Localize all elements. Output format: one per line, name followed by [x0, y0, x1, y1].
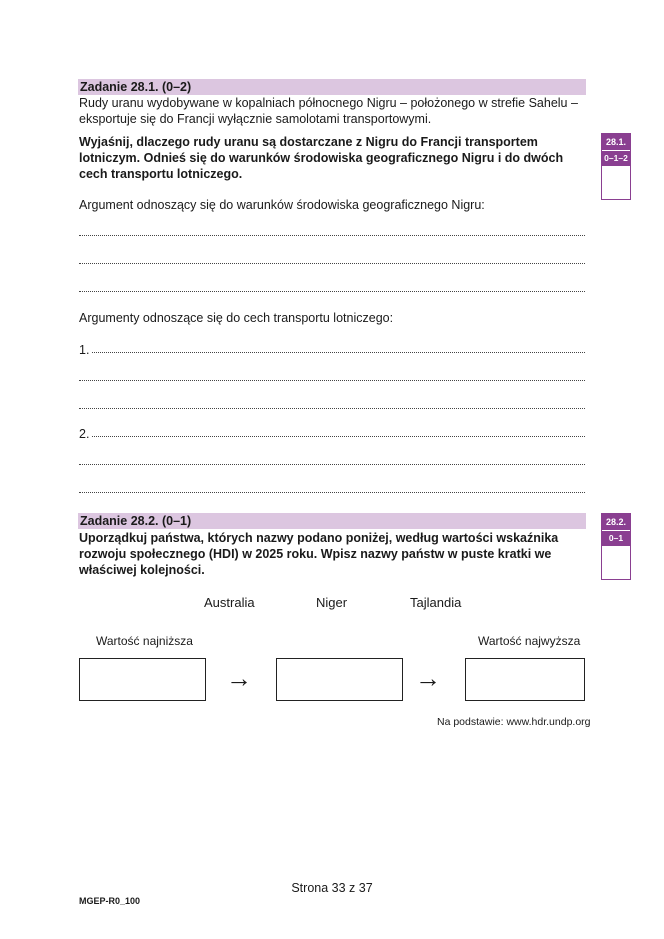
score-points: 0–1 — [602, 530, 630, 546]
arrow-right-icon: → — [226, 663, 252, 693]
answer-line[interactable] — [79, 234, 585, 236]
lowest-value-label: Wartość najniższa — [96, 634, 193, 648]
answer-box-2[interactable] — [276, 658, 403, 701]
answer-line[interactable] — [79, 491, 585, 493]
answer-line[interactable] — [79, 290, 585, 292]
task-28-1-instruction-line-3: cech transportu lotniczego. — [79, 167, 243, 181]
answer-box-3[interactable] — [465, 658, 585, 701]
score-box-28-1 — [601, 133, 631, 200]
task-28-2-instruction-line-1: Uporządkuj państwa, których nazwy podano poniżej, według wartości wskaźnika — [79, 531, 559, 545]
country-niger: Niger — [316, 595, 348, 610]
source-note: Na podstawie: www.hdr.undp.org — [437, 716, 591, 728]
answer-line[interactable] — [92, 435, 585, 437]
task-28-2-header: Zadanie 28.2. (0–1) — [78, 513, 586, 529]
country-tajlandia: Tajlandia — [410, 595, 462, 610]
page-number: Strona 33 z 37 — [291, 881, 373, 895]
answer-line[interactable] — [79, 262, 585, 264]
exam-code: MGEP-R0_100 — [79, 896, 141, 906]
prompt-transport: Argumenty odnoszące się do cech transportu lotniczego: — [79, 311, 394, 325]
task-28-2-instruction-line-3: właściwej kolejności. — [79, 563, 205, 577]
score-label: 28.1. — [602, 134, 630, 150]
answer-line[interactable] — [79, 379, 585, 381]
country-australia: Australia — [204, 595, 255, 610]
answer-line[interactable] — [92, 351, 585, 353]
highest-value-label: Wartość najwyższa — [478, 634, 581, 648]
score-points: 0–1–2 — [602, 150, 630, 166]
task-28-1-intro-line-1: Rudy uranu wydobywane w kopalniach północnego Nigru – położonego w strefie Sahelu – — [79, 96, 578, 110]
answer-box-1[interactable] — [79, 658, 206, 701]
score-label: 28.2. — [602, 514, 630, 530]
answer-line[interactable] — [79, 463, 585, 465]
answer-item-number-1: 1. — [79, 343, 90, 357]
answer-item-number-2: 2. — [79, 427, 90, 441]
prompt-environment: Argument odnoszący się do warunków środowiska geograficznego Nigru: — [79, 198, 485, 212]
task-28-1-header: Zadanie 28.1. (0–2) — [78, 79, 586, 95]
arrow-right-icon: → — [415, 663, 441, 693]
answer-line[interactable] — [79, 407, 585, 409]
task-28-1-instruction-line-2: lotniczym. Odnieś się do warunków środowiska geograficznego Nigru i do dwóch — [79, 151, 564, 165]
task-28-1-instruction-line-1: Wyjaśnij, dlaczego rudy uranu są dostarczane z Nigru do Francji transportem — [79, 135, 538, 149]
task-28-1-intro-line-2: eksportuje się do Francji wyłącznie samolotami transportowymi. — [79, 112, 432, 126]
task-28-2-instruction-line-2: rozwoju społecznego (HDI) w 2025 roku. Wpisz nazwy państw w puste kratki we — [79, 547, 552, 561]
score-box-28-2 — [601, 513, 631, 580]
